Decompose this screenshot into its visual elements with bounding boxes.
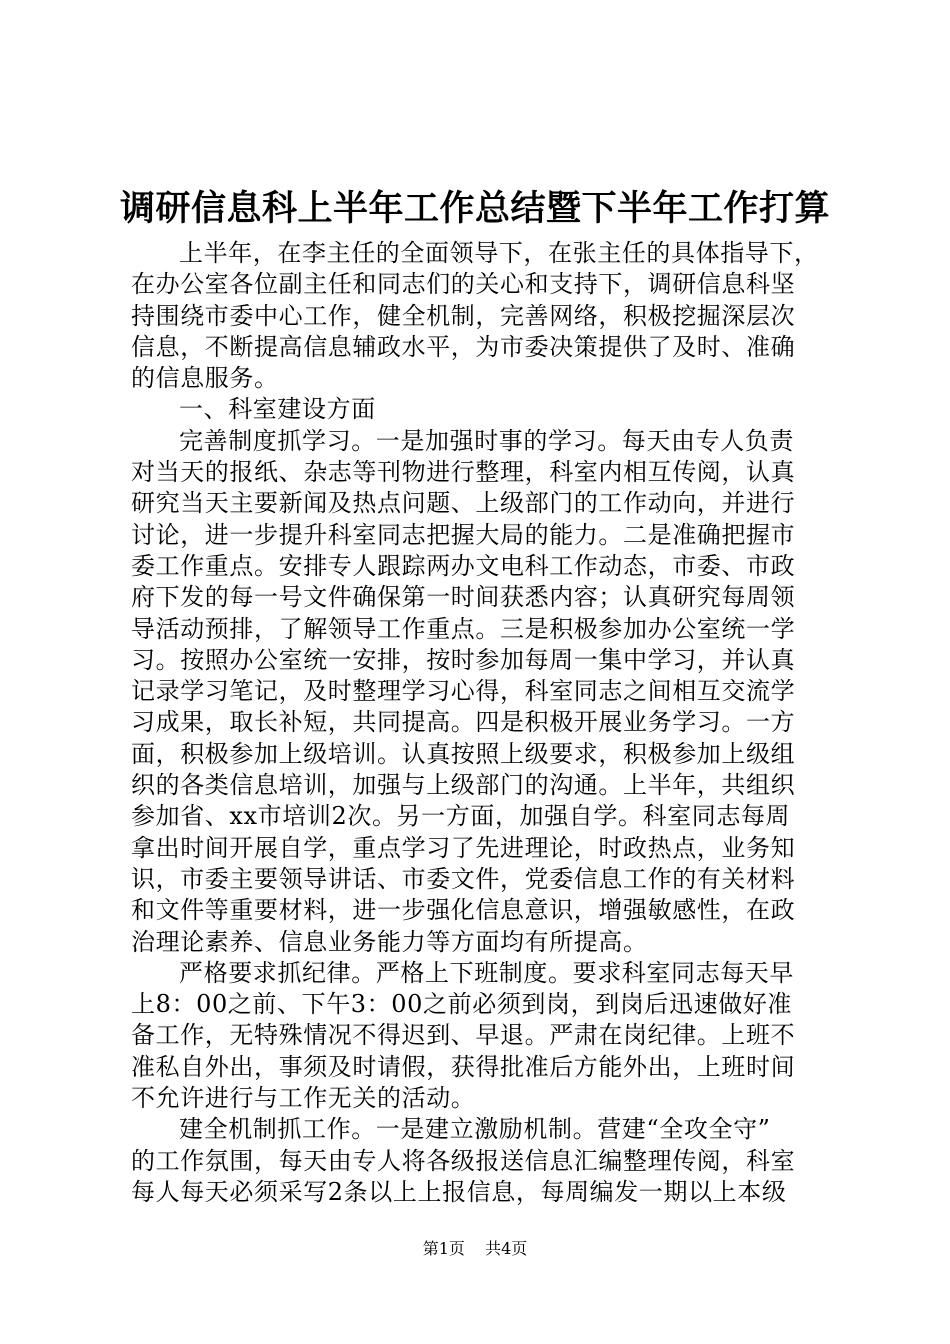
text-line: 记录学习笔记，及时整理学习心得，科室同志之间相互交流学	[131, 677, 796, 706]
text-line: 信息，不断提高信息辅政水平，为市委决策提供了及时、准确	[131, 332, 796, 361]
text-line: 织的各类信息培训，加强与上级部门的沟通。上半年，共组织	[131, 771, 796, 800]
page-number: 第1页	[422, 1239, 465, 1258]
text-line: 研究当天主要新闻及热点问题、上级部门的工作动向，并进行	[131, 489, 796, 518]
text-line: 上8：00之前、下午3：00之前必须到岗，到岗后迅速做好准	[131, 990, 793, 1019]
text-line: 的信息服务。	[131, 364, 279, 393]
text-line: 一、科室建设方面	[179, 395, 376, 424]
section-heading	[131, 394, 827, 425]
text-line: 对当天的报纸、杂志等刊物进行整理，科室内相互传阅，认真	[131, 458, 796, 487]
text-line: 不允许进行与工作无关的活动。	[131, 1084, 476, 1113]
text-line: 每人每天必须采写2条以上上报信息，每周编发一期以上本级	[131, 1177, 787, 1206]
text-line: 习成果，取长补短，共同提高。四是积极开展业务学习。一方	[131, 708, 796, 737]
text-line: 严格要求抓纪律。严格上下班制度。要求科室同志每天早	[179, 958, 794, 987]
document-body	[131, 238, 827, 1208]
text-line: 备工作，无特殊情况不得迟到、早退。严肃在岗纪律。上班不	[131, 1021, 796, 1050]
text-line: 上半年，在李主任的全面领导下，在张主任的具体指导下，	[179, 239, 819, 267]
text-line: 习。按照办公室统一安排，按时参加每周一集中学习，并认真	[131, 645, 796, 674]
text-line: 讨论，进一步提升科室同志把握大局的能力。二是准确把握市	[131, 520, 796, 549]
text-line: 面，积极参加上级培训。认真按照上级要求，积极参加上级组	[131, 739, 796, 768]
paragraph-intro	[131, 238, 827, 394]
document-title: 调研信息科上半年工作总结暨下半年工作打算	[119, 188, 830, 229]
text-line: 的工作氛围，每天由专人将各级报送信息汇编整理传阅，科室	[131, 1146, 796, 1175]
text-line: 治理论素养、信息业务能力等方面均有所提高。	[131, 927, 648, 956]
page-footer	[0, 1238, 950, 1260]
text-line: 和文件等重要材料，进一步强化信息意识，增强敏感性，在政	[131, 896, 796, 925]
text-line: 建全机制抓工作。一是建立激励机制。营建“全攻全守”	[179, 1115, 771, 1144]
text-line: 在办公室各位副主任和同志们的关心和支持下，调研信息科坚	[131, 270, 796, 299]
text-line: 准私自外出，事须及时请假，获得批准后方能外出，上班时间	[131, 1052, 796, 1081]
text-line: 拿出时间开展自学，重点学习了先进理论，时政热点，业务知	[131, 833, 796, 862]
paragraph-study	[131, 426, 827, 958]
text-line: 完善制度抓学习。一是加强时事的学习。每天由专人负责	[179, 426, 794, 455]
page-total: 共4页	[485, 1239, 528, 1258]
text-line: 委工作重点。安排专人跟踪两办文电科工作动态，市委、市政	[131, 551, 796, 580]
text-line: 导活动预排，了解领导工作重点。三是积极参加办公室统一学	[131, 614, 796, 643]
text-line: 府下发的每一号文件确保第一时间获悉内容；认真研究每周领	[131, 583, 796, 612]
paragraph-mechanism	[131, 1114, 827, 1208]
text-line: 持围绕市委中心工作，健全机制，完善网络，积极挖掘深层次	[131, 301, 796, 330]
text-line: 识，市委主要领导讲话、市委文件，党委信息工作的有关材料	[131, 864, 796, 893]
text-line: 参加省、xx市培训2次。另一方面，加强自学。科室同志每周	[131, 802, 791, 831]
paragraph-discipline	[131, 958, 827, 1114]
